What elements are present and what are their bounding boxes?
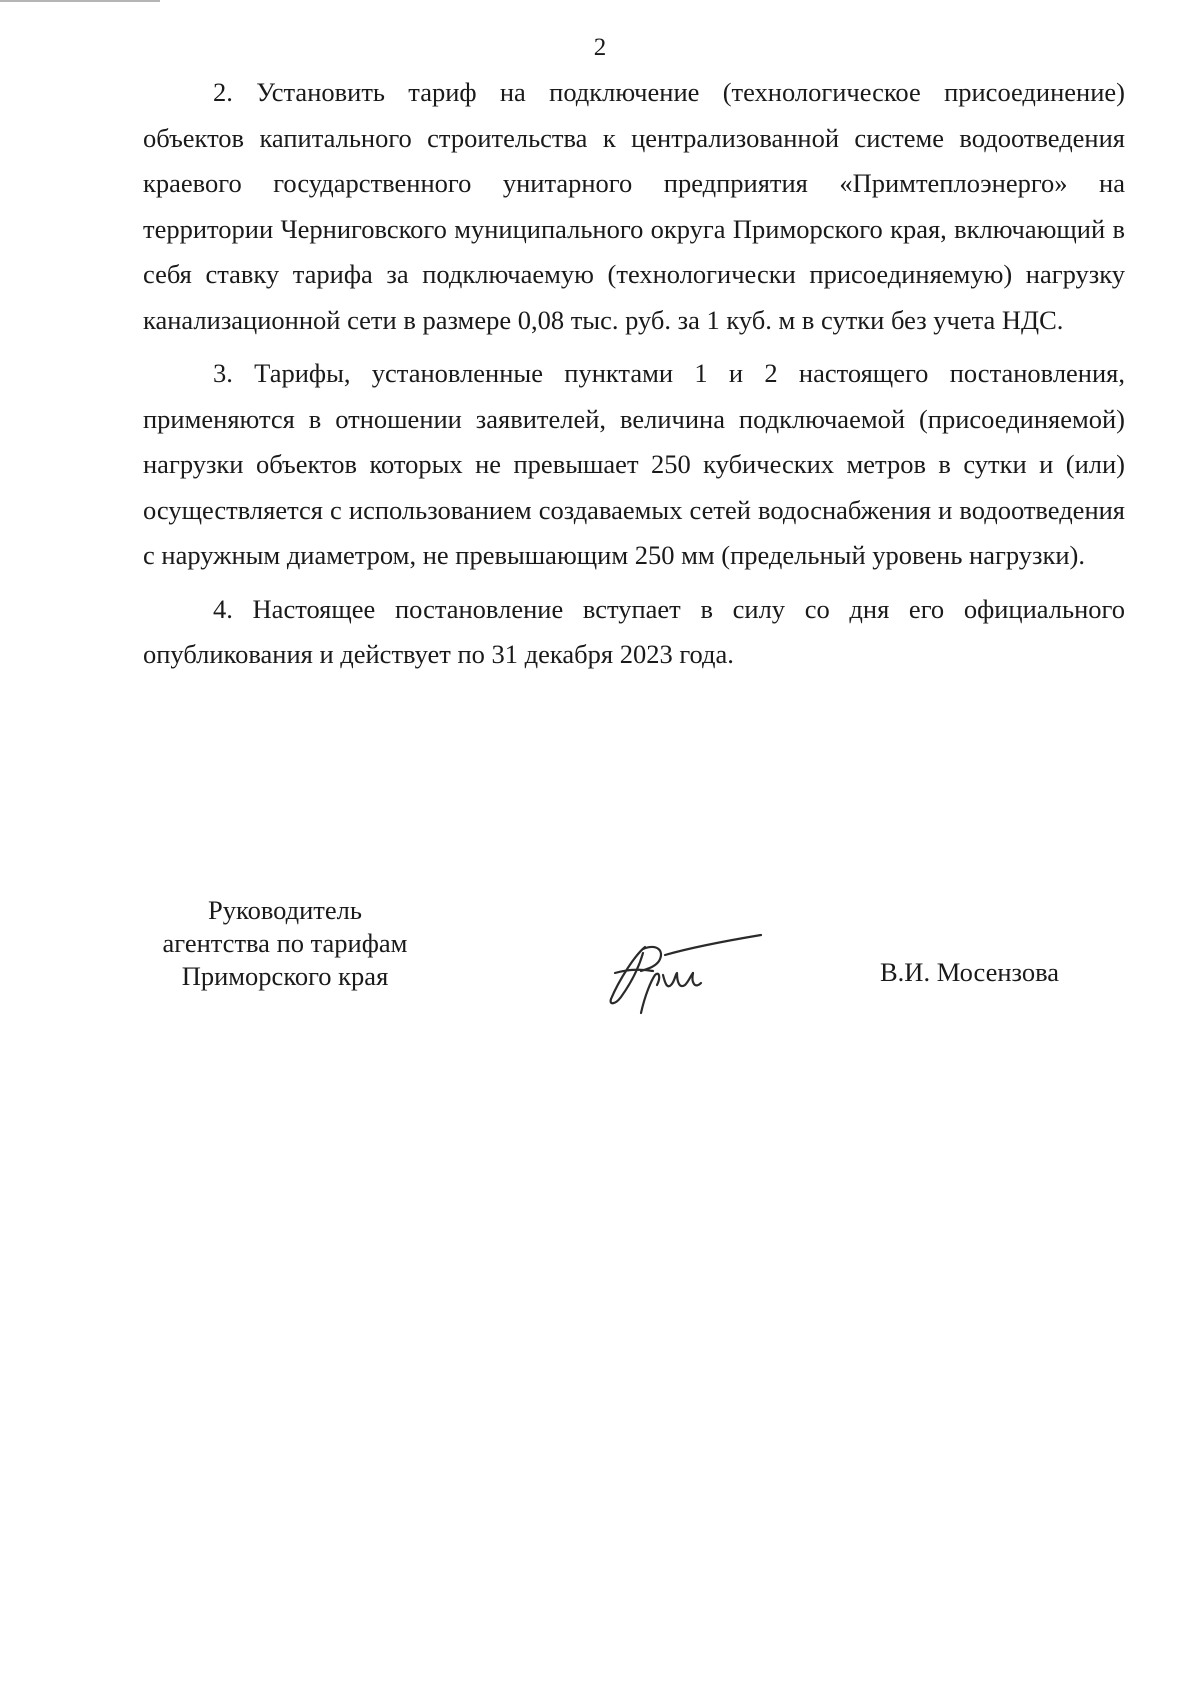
- handwritten-signature: [605, 925, 765, 1015]
- signer-name: В.И. Мосензова: [880, 957, 1060, 987]
- signatory-position-line: агентства по тарифам: [162, 928, 408, 958]
- signatory-position-line: Руководитель: [208, 895, 362, 925]
- document-body: [143, 70, 1125, 686]
- paragraph-item-3: 3. Тарифы, установленные пунктами 1 и 2 настоящего постановления, применяются в отношении заявителей, величина подключаемой (присоединяемой) нагрузки объектов которых не превышает 250 кубических метров в сутки и (или) осуществляется с использованием создаваемых сетей водоснабжения и водоотведения с наружным диаметром, не превышающим 250 мм (предельный уровень нагрузки).: [143, 358, 1125, 570]
- page-number: 2: [593, 34, 607, 61]
- signatory-position: [140, 894, 430, 993]
- signatory-position-line: Приморского края: [181, 961, 389, 991]
- paragraph-item-4: 4. Настоящее постановление вступает в силу со дня его официального опубликования и действует по 31 декабря 2023 года.: [143, 593, 1125, 669]
- scan-edge-line: [0, 0, 160, 2]
- paragraph-item-2: 2. Установить тариф на подключение (технологическое присоединение) объектов капитального строительства к централизованной системе водоотведения краевого государственного унитарного предприятия «Примтеплоэнерго» на территории Черниговского муниципального округа Приморского края, включающий в себя ставку тарифа за подключаемую (технологически присоединяемую) нагрузку канализационной сети в размере 0,08 тыс. руб. за 1 куб. м в сутки без учета НДС.: [143, 77, 1125, 335]
